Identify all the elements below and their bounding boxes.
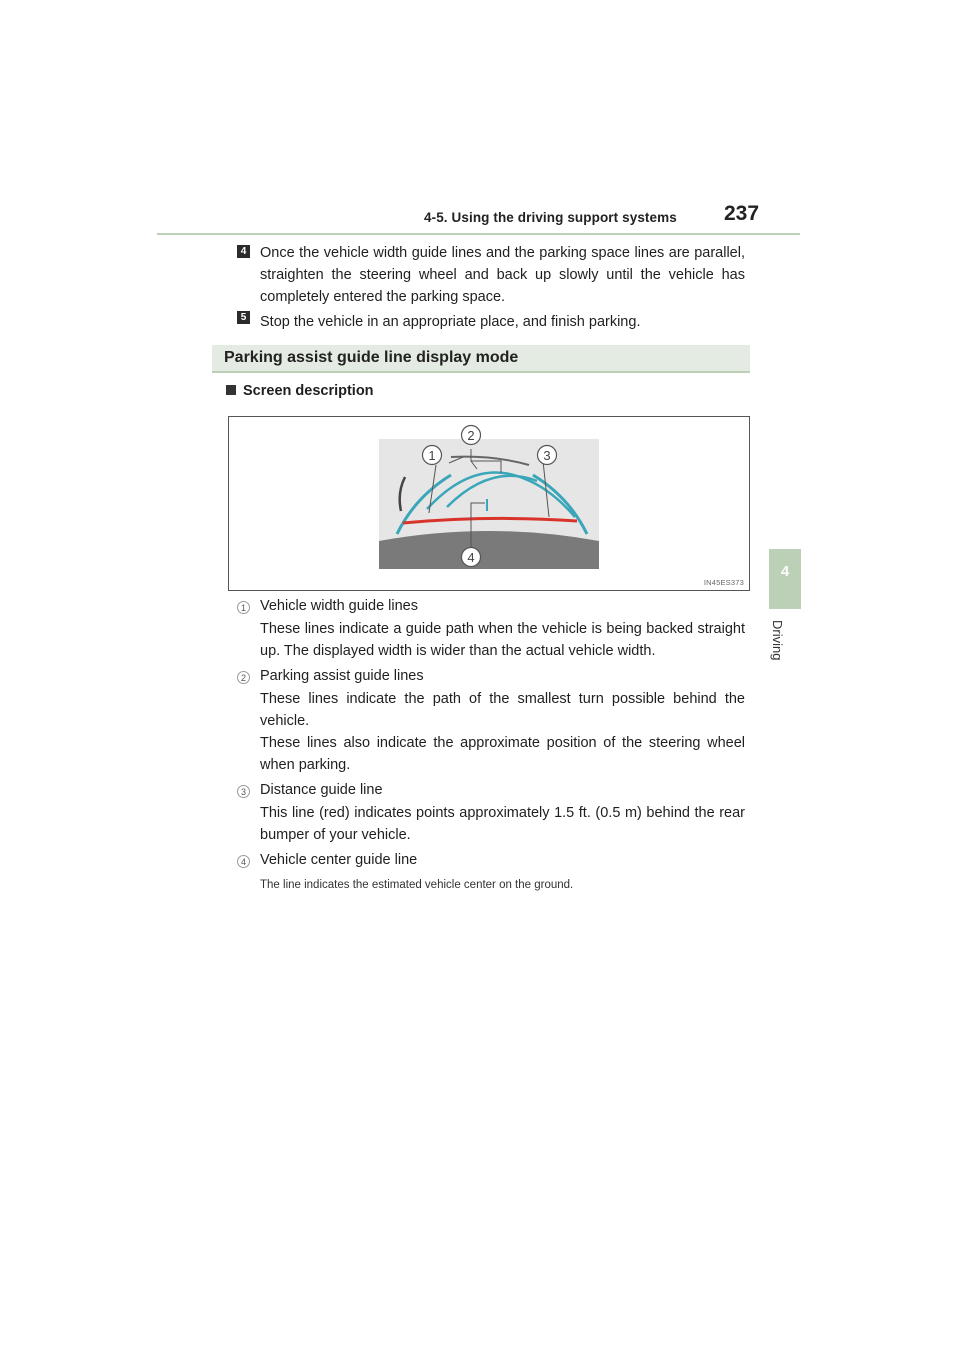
- step-text: Stop the vehicle in an appropriate place, and finish parking.: [260, 314, 641, 330]
- item-number-circle: 4: [237, 855, 250, 868]
- item-description: These lines also indicate the approximate position of the steering wheel when parking.: [260, 735, 745, 773]
- header-rule: [157, 233, 800, 235]
- square-bullet-icon: [226, 385, 236, 395]
- callout-3: [538, 446, 557, 465]
- callout-1: [423, 446, 442, 465]
- callout-4: [462, 548, 481, 567]
- page-number: 237: [724, 202, 760, 225]
- callout-number: 2: [467, 428, 475, 443]
- subheading: [226, 383, 374, 399]
- note-text: The line indicates the estimated vehicle center on the ground.: [260, 879, 574, 891]
- callout-number: 3: [543, 448, 551, 463]
- chapter-number: 4: [780, 563, 790, 580]
- camera-screen-figure: [228, 416, 750, 591]
- step-text: Once the vehicle width guide lines and the parking space lines are parallel, straighten the steering wheel and back up slowly until the vehicle has completely entered the parking space.: [260, 245, 745, 305]
- step-number-box: 4: [237, 245, 250, 258]
- section-title: Parking assist guide line display mode: [224, 349, 519, 366]
- chapter-label: [770, 620, 797, 670]
- item-title: Vehicle center guide line: [260, 852, 418, 868]
- figure-code: IN45ES373: [703, 578, 744, 587]
- item-number-circle: 3: [237, 785, 250, 798]
- item-title: Vehicle width guide lines: [260, 598, 418, 614]
- item-title: Distance guide line: [260, 782, 383, 798]
- item-description: This line (red) indicates points approximately 1.5 ft. (0.5 m) behind the rear bumper of your vehicle.: [260, 805, 745, 843]
- item-number-circle: 2: [237, 671, 250, 684]
- chapter-label-text: Driving: [770, 620, 785, 661]
- callout-number: 4: [467, 550, 475, 565]
- callout-2: [462, 426, 481, 445]
- item-description: These lines indicate the path of the smallest turn possible behind the vehicle.: [260, 691, 745, 729]
- step-number-box: 5: [237, 311, 250, 324]
- item-number-circle: 1: [237, 601, 250, 614]
- rear-bumper: [379, 531, 599, 569]
- callout-number: 1: [428, 448, 436, 463]
- subheading-text: Screen description: [243, 383, 374, 399]
- section-heading-bar: [212, 345, 750, 373]
- running-header: 4-5. Using the driving support systems: [424, 210, 677, 225]
- item-description: These lines indicate a guide path when the vehicle is being backed straight up. The displayed width is wider than the actual vehicle width.: [260, 621, 745, 659]
- rear-camera-illustration: [229, 417, 749, 590]
- item-title: Parking assist guide lines: [260, 668, 424, 684]
